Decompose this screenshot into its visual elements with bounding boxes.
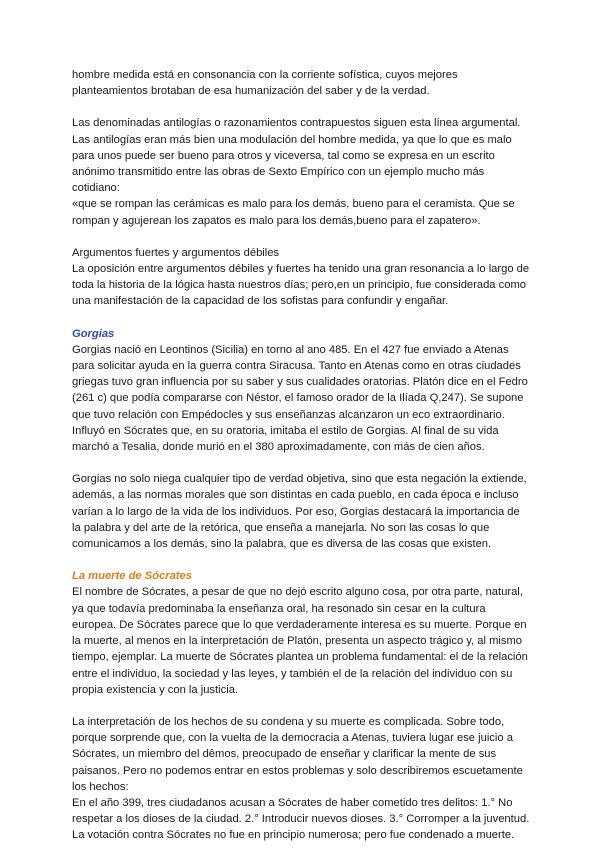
paragraph-gorgias-bio	[72, 342, 540, 455]
text-line: paisanos. Pero no podemos entrar en estos problemas y solo describiremos escuetamente	[72, 764, 523, 777]
text-line: Gorgias nació en Leontinos (Sicilia) en torno al ano 485. En el 427 fue enviado a Atenas	[72, 343, 509, 356]
text-line: varían a lo largo de la vida de los individuos. Por eso, Gorgias destacará la importancia de	[72, 505, 520, 518]
text-line: respetar a los dioses de la ciudad. 2.° Introducir nuevos dioses. 3.° Corromper a la juventud.	[72, 813, 530, 826]
heading-muerte-socrates: La muerte de Sócrates	[72, 570, 193, 583]
text-line: para solicitar ayuda en la guerra contra Siracusa. Tanto en Atenas como en otras ciudades	[72, 360, 521, 373]
text-line: anónimo transmitido entre las obras de Sexto Empírico con un ejemplo mucho más	[72, 166, 485, 179]
text-line: toda la historia de la lógica hasta nuestros días; pero,en un principio, fue considerada como	[72, 279, 526, 292]
text-line: Las antilogías eran más bien una modulación del hombre medida, ya que lo que es malo	[72, 133, 512, 146]
text-line: En el año 399, tres ciudadanos acusan a Sócrates de haber cometido tres delitos: 1.° No	[72, 796, 513, 809]
text-line: que tuvo relación con Empédocles y sus enseñanzas alcanzaron un eco extraordinario.	[72, 408, 505, 421]
text-line: marchó a Tesalia, donde murió en el 380 aproximadamente, con más de cien años.	[72, 441, 485, 454]
text-line: una manifestación de la capacidad de los sofistas para confundir y engañar.	[72, 295, 449, 308]
text-line: la muerte, al menos en la interpretación de Platón, presenta un aspecto trágico y, al mismo	[72, 635, 523, 648]
text-line: «que se rompan las cerámicas es malo para los demás, bueno para el ceramista. Que se	[72, 198, 515, 211]
text-line: los hechos:	[72, 780, 129, 793]
text-line: Gorgias no solo niega cualquier tipo de verdad objetiva, sino que esta negación la extiende,	[72, 473, 527, 486]
paragraph-gorgias-verdad	[72, 471, 540, 552]
text-line: La votación contra Sócrates no fue en principio numerosa; pero fue condenado a muerte.	[72, 829, 515, 842]
text-line: (261 c) que podía compararse con Néstor, el famoso orador de la Ilíada Q,247). Se supone	[72, 392, 524, 405]
paragraph-socrates-condena	[72, 714, 540, 844]
text-line: para unos puede ser bueno para otros y viceversa, tal como se expresa en un escrito	[72, 149, 495, 162]
paragraph-argumentos	[72, 245, 540, 310]
text-line: La interpretación de los hechos de su condena y su muerte es complicada. Sobre todo,	[72, 715, 505, 728]
heading-gorgias: Gorgias	[72, 327, 115, 340]
paragraph-hombre-medida	[72, 67, 540, 99]
text-line: porque sorprende que, con la vuelta de la democracia a Atenas, tuviera lugar ese juicio a	[72, 732, 513, 745]
text-line: El nombre de Sócrates, a pesar de que no dejó escrito alguno cosa, por otra parte, natural,	[72, 586, 523, 599]
text-line: Las denominadas antilogías o razonamientos contrapuestos siguen esta línea argumental.	[72, 117, 521, 130]
subheading-argumentos: Argumentos fuertes y argumentos débiles	[72, 246, 280, 259]
text-line: Sócrates, un miembro del dêmos, preocupado de enseñar y clarificar la mente de sus	[72, 748, 497, 761]
text-line: Influyó en Sócrates que, en su oratoria, imitaba el estilo de Gorgias. Al final de su vida	[72, 424, 499, 437]
text-line: rompan y agujerean los zapatos es malo para los demás,bueno para el zapatero».	[72, 214, 481, 227]
paragraph-antilogias	[72, 115, 540, 228]
text-line: además, a las normas morales que son distintas en cada pueblo, en cada época e incluso	[72, 489, 519, 502]
text-line: la palabra y del arte de la retórica, que enseña a manejarla. No son las cosas lo que	[72, 521, 490, 534]
text-line: planteamientos brotaban de esa humanización del saber y de la verdad.	[72, 85, 430, 98]
text-line: europea. De Sócrates parece que lo que verdaderamente interesa es su muerte. Porque en	[72, 618, 527, 631]
text-line: propia existencia y con la justicia.	[72, 683, 239, 696]
text-line: La oposición entre argumentos débiles y fuertes ha tenido una gran resonancia a lo largo de	[72, 263, 530, 276]
paragraph-socrates-nombre	[72, 584, 540, 697]
text-line: tiempo, ejemplar. La muerte de Sócrates plantea un problema fundamental: el de la relación	[72, 651, 528, 664]
text-line: entre el individuo, la sociedad y las leyes, y también el de la relación del individuo con su	[72, 667, 513, 680]
text-line: comunicamos a los demás, sino la palabra, que es diversa de las cosas que existen.	[72, 538, 492, 551]
text-line: cotidiano:	[72, 182, 120, 195]
text-line: griegas tuvo gran influencia por su saber y sus cualidades oratorias. Platón dice en el Fedro	[72, 376, 528, 389]
text-line: ya que todavía predominaba la enseñanza oral, ha resonado sin cesar en la cultura	[72, 602, 486, 615]
text-line: hombre medida está en consonancia con la corriente sofística, cuyos mejores	[72, 69, 458, 81]
